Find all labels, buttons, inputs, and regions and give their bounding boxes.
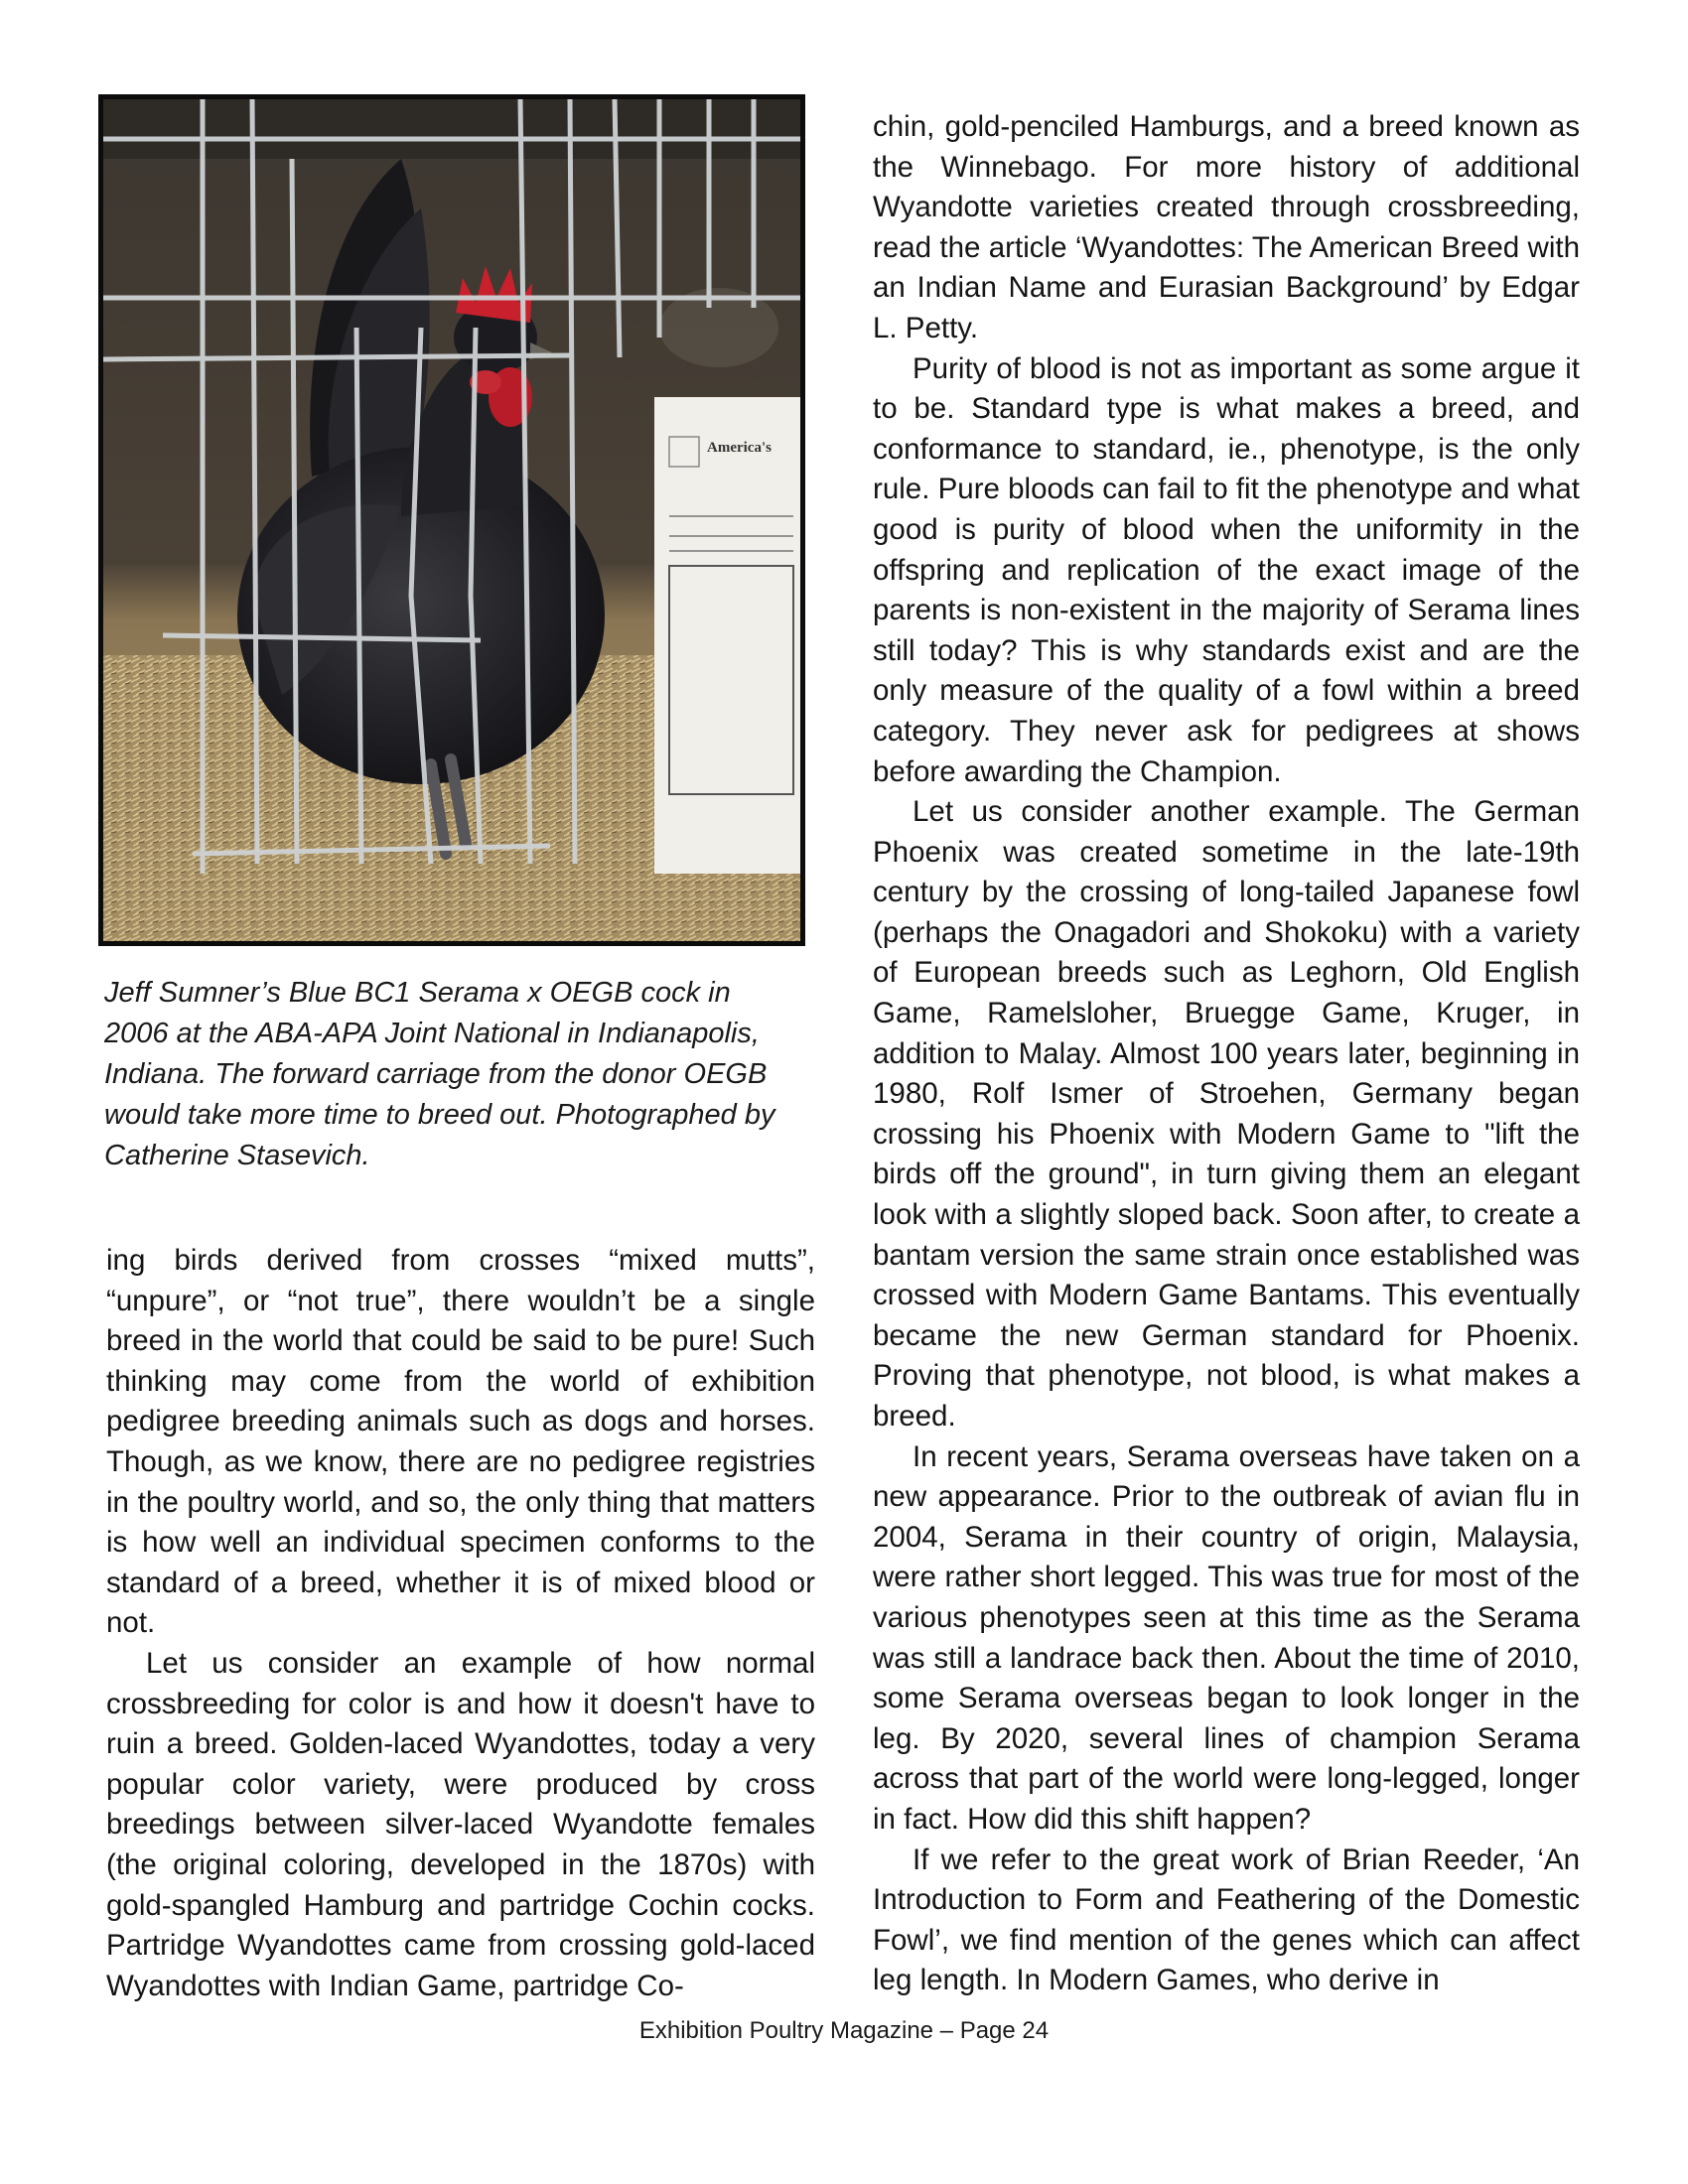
rooster-photo <box>98 94 805 946</box>
right-paragraph-5: If we refer to the great work of Brian Reeder, ‘An Introduction to Form and Feathering of the Domestic Fowl’, we find mention of the genes which can affect leg length. In Modern Games, who derive in <box>873 1843 1580 1997</box>
right-paragraph-4: In recent years, Serama overseas have taken on a new appearance. Prior to the outbreak of avian flu in 2004, Serama in their country of origin, Malaysia, were rather short legged. This was true for most of the various phenotypes seen at this time as the Serama was still a landrace back then. About the time of 2010, some Serama overseas began to look longer in the leg. By 2020, several lines of champion Serama across that part of the world were long-legged, longer in fact. How did this shift happen? <box>873 1439 1580 1836</box>
rooster-photo-illustration <box>103 99 800 941</box>
left-paragraph-1: ing birds derived from crosses “mixed mutts”, “unpure”, or “not true”, there wouldn’t be a single breed in the world that could be said to be pure! Such thinking may come from the world of exhibition pedigree breeding animals such as dogs and horses. Though, as we know, there are no pedigree registries in the poultry world, and so, the only thing that matters is how well an individual specimen conforms to the standard of a breed, whether it is of mixed blood or not. <box>106 1244 815 1640</box>
page-footer: Exhibition Poultry Magazine – Page 24 <box>638 2017 1050 2044</box>
photo-caption: Jeff Sumner’s Blue BC1 Serama x OEGB cock in 2006 at the ABA-APA Joint National in Indianapolis, Indiana. The forward carriage from the donor OEGB would take more time to breed out. Photographed by Catherine Stasevich. <box>104 977 775 1171</box>
right-paragraph-1: chin, gold-penciled Hamburgs, and a breed known as the Winnebago. For more history of additional Wyandotte varieties created through crossbreeding, read the article ‘Wyandottes: The American Breed with an Indian Name and Eurasian Background’ by Edgar L. Petty. <box>873 110 1580 344</box>
right-column <box>873 107 1580 2001</box>
right-paragraph-3: Let us consider another example. The German Phoenix was created sometime in the late-19th century by the crossing of long-tailed Japanese fowl (perhaps the Onagadori and Shokoku) with a variety of European breeds such as Leghorn, Old English Game, Ramelsloher, Bruegge Game, Kruger, in addition to Malay. Almost 100 years later, beginning in 1980, Rolf Ismer of Stroehen, Germany began crossing his Phoenix with Modern Game to "lift the birds off the ground", in turn giving them an elegant look with a slightly sloped back. Soon after, to create a bantam version the same strain once established was crossed with Modern Game Bantams. This eventually became the new German standard for Phoenix. Proving that phenotype, not blood, is what makes a breed. <box>873 795 1580 1433</box>
left-paragraph-2: Let us consider an example of how normal crossbreeding for color is and how it doesn't have to ruin a breed. Golden-laced Wyandottes, today a very popular color variety, were produced by cross breedings between silver-laced Wyandotte females (the original coloring, developed in the 1870s) with gold-spangled Hamburg and partridge Cochin cocks. Partridge Wyandottes came from crossing gold-laced Wyandottes with Indian Game, partridge Co- <box>106 1646 815 2002</box>
left-column <box>106 1241 815 2006</box>
right-paragraph-2: Purity of blood is not as important as some argue it to be. Standard type is what makes a breed, and conformance to standard, ie., phenotype, is the only rule. Pure bloods can fail to fit the phenotype and what good is purity of blood when the uniformity in the offspring and replication of the exact image of the parents is non-existent in the majority of Serama lines still today? This is why standards exist and are the only measure of the quality of a fowl within a breed category. They never ask for pedigrees at shows before awarding the Champion. <box>873 351 1580 788</box>
tag-text: America's <box>707 440 772 456</box>
